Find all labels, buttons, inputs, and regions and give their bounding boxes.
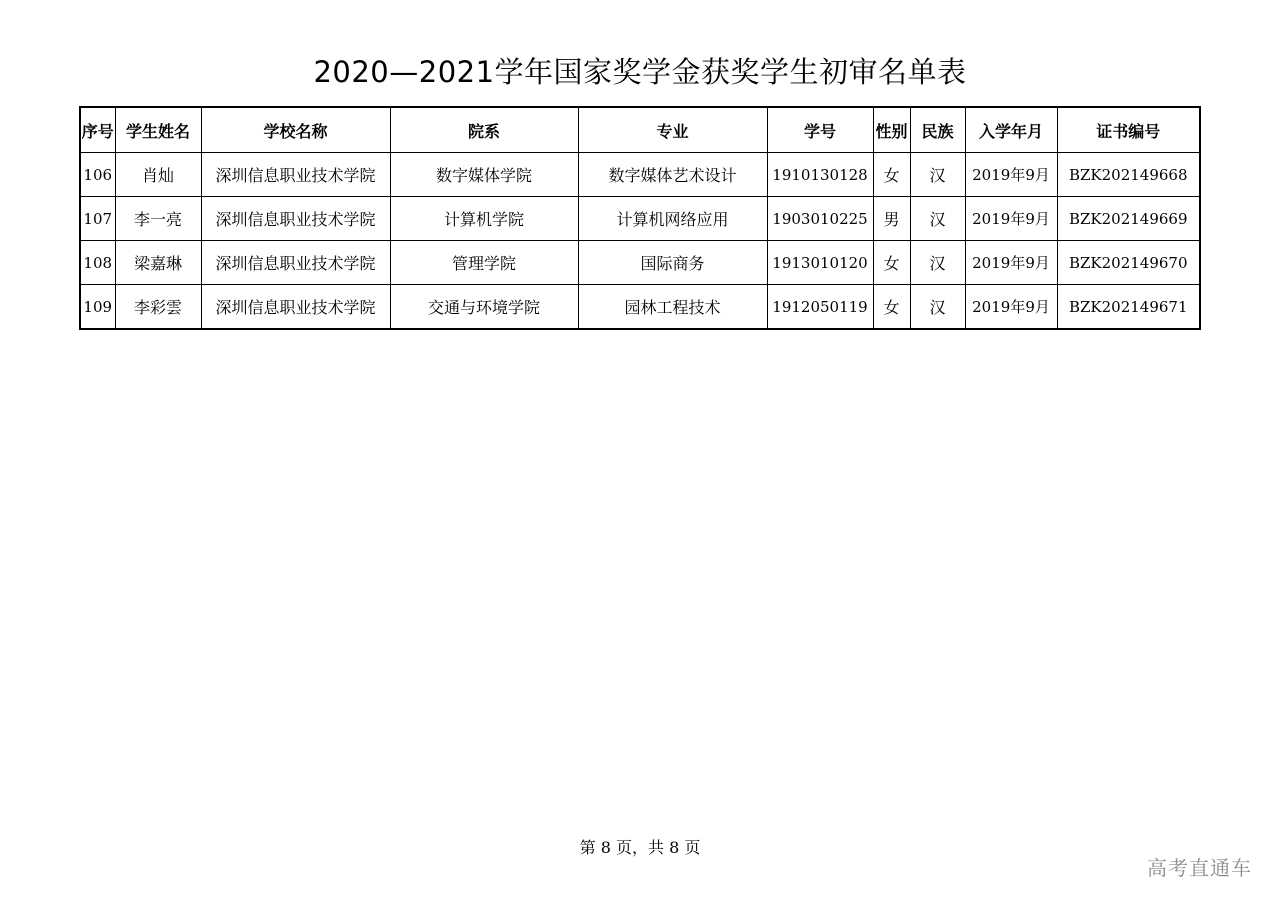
cell-student-id: 1910130128 <box>767 153 873 197</box>
cell-ethnicity: 汉 <box>910 241 965 285</box>
cell-gender: 男 <box>873 197 910 241</box>
cell-ethnicity: 汉 <box>910 153 965 197</box>
cell-ethnicity: 汉 <box>910 285 965 330</box>
cell-seq: 109 <box>80 285 115 330</box>
header-gender: 性别 <box>873 107 910 153</box>
table-row <box>80 285 1200 330</box>
cell-seq: 107 <box>80 197 115 241</box>
cell-major: 国际商务 <box>578 241 767 285</box>
watermark-text: 高考直通车 <box>1147 856 1252 880</box>
cell-department: 计算机学院 <box>390 197 578 241</box>
cell-major: 计算机网络应用 <box>578 197 767 241</box>
page-number-footer: 第 8 页，共 8 页 <box>579 838 701 857</box>
cell-student-id: 1912050119 <box>767 285 873 330</box>
header-student-name: 学生姓名 <box>115 107 201 153</box>
header-student-id: 学号 <box>767 107 873 153</box>
scholarship-roster-table <box>79 106 1201 330</box>
cell-major: 园林工程技术 <box>578 285 767 330</box>
document-title: 2020—2021学年国家奖学金获奖学生初审名单表 <box>313 55 967 89</box>
header-major: 专业 <box>578 107 767 153</box>
table-row <box>80 197 1200 241</box>
cell-student-name: 李一亮 <box>115 197 201 241</box>
cell-certificate-no: BZK202149669 <box>1057 197 1200 241</box>
cell-student-id: 1913010120 <box>767 241 873 285</box>
cell-student-name: 梁嘉琳 <box>115 241 201 285</box>
cell-enrollment-date: 2019年9月 <box>965 197 1057 241</box>
cell-school-name: 深圳信息职业技术学院 <box>201 285 390 330</box>
cell-seq: 108 <box>80 241 115 285</box>
cell-department: 数字媒体学院 <box>390 153 578 197</box>
cell-student-name: 肖灿 <box>115 153 201 197</box>
cell-enrollment-date: 2019年9月 <box>965 241 1057 285</box>
table-row <box>80 153 1200 197</box>
cell-certificate-no: BZK202149670 <box>1057 241 1200 285</box>
cell-enrollment-date: 2019年9月 <box>965 153 1057 197</box>
cell-seq: 106 <box>80 153 115 197</box>
cell-school-name: 深圳信息职业技术学院 <box>201 241 390 285</box>
cell-certificate-no: BZK202149668 <box>1057 153 1200 197</box>
cell-gender: 女 <box>873 241 910 285</box>
header-department: 院系 <box>390 107 578 153</box>
cell-major: 数字媒体艺术设计 <box>578 153 767 197</box>
cell-department: 管理学院 <box>390 241 578 285</box>
cell-student-name: 李彩雲 <box>115 285 201 330</box>
cell-student-id: 1903010225 <box>767 197 873 241</box>
cell-certificate-no: BZK202149671 <box>1057 285 1200 330</box>
cell-ethnicity: 汉 <box>910 197 965 241</box>
header-ethnicity: 民族 <box>910 107 965 153</box>
cell-school-name: 深圳信息职业技术学院 <box>201 197 390 241</box>
header-seq: 序号 <box>80 107 115 153</box>
table-row <box>80 241 1200 285</box>
header-certificate-no: 证书编号 <box>1057 107 1200 153</box>
cell-gender: 女 <box>873 153 910 197</box>
header-row <box>80 107 1200 153</box>
cell-enrollment-date: 2019年9月 <box>965 285 1057 330</box>
header-school-name: 学校名称 <box>201 107 390 153</box>
cell-department: 交通与环境学院 <box>390 285 578 330</box>
cell-school-name: 深圳信息职业技术学院 <box>201 153 390 197</box>
cell-gender: 女 <box>873 285 910 330</box>
header-enrollment-date: 入学年月 <box>965 107 1057 153</box>
